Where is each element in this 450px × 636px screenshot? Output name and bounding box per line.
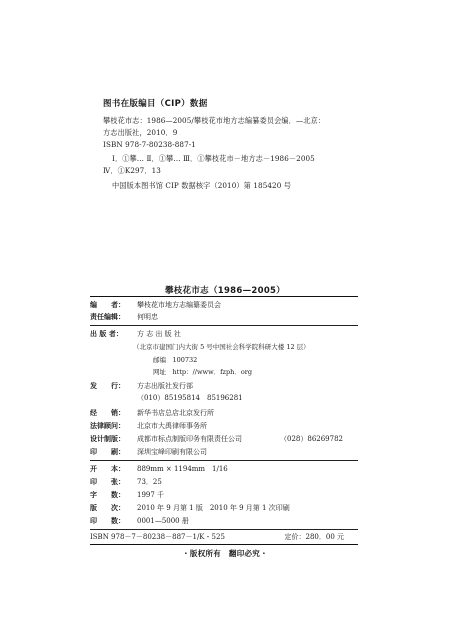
retail-label: 经 销： <box>90 409 125 417</box>
edition-row <box>90 502 358 514</box>
resp-editor-row <box>90 311 358 323</box>
editor-row <box>90 299 358 311</box>
publisher-value: 方 志 出 版 社 <box>137 330 181 338</box>
publisher-website: 网址 http：//www．fzph．org <box>153 368 253 376</box>
postcode-row <box>90 354 358 366</box>
isbn-price-row <box>90 531 358 543</box>
format-label: 开 本： <box>90 465 125 473</box>
copies-value: 0001—5000 册 <box>137 517 189 525</box>
specs-rule <box>90 529 358 530</box>
legal-row <box>90 420 358 432</box>
printer-value: 深圳宝峰印刷有限公司 <box>137 448 207 456</box>
design-label: 设计制版： <box>90 435 125 443</box>
sheets-value: 73．25 <box>137 478 162 486</box>
cip-record-number: 中国版本图书馆 CIP 数据核字（2010）第 185420 号 <box>112 181 292 190</box>
bottom-rule <box>90 544 358 545</box>
design-value: 成都市标点制版印务有限责任公司 <box>137 435 242 443</box>
distribution-label: 发 行： <box>90 382 125 390</box>
cip-subject-line: Ⅰ．①攀… Ⅱ．①攀… Ⅲ．①攀枝花市－地方志－1986－2005 <box>112 154 315 163</box>
cip-heading: 图书在版编目（CIP）数据 <box>103 99 208 109</box>
price: 定价：280．00 元 <box>284 533 344 541</box>
distribution-value: 方志出版社发行部 <box>137 382 193 390</box>
words-label: 字 数： <box>90 491 125 499</box>
title-rule <box>90 296 358 297</box>
cip-classification: Ⅳ．①K297．13 <box>103 166 161 175</box>
copyright-notice: ・版权所有 翻印必究・ <box>182 549 268 558</box>
editor-label: 编 者： <box>90 301 125 309</box>
print-row <box>90 446 358 458</box>
publisher-postcode: 邮编 100732 <box>153 356 198 364</box>
distribution-phone-row <box>90 392 358 404</box>
publisher-label: 出 版 者： <box>90 330 123 338</box>
distribution-phone: （010）85195814 85196281 <box>137 394 243 402</box>
sheets-row <box>90 476 358 488</box>
resp-editor-label: 责任编辑： <box>90 313 125 321</box>
isbn-line: ISBN 978－7－80238－887－1/K・525 <box>90 533 225 541</box>
design-phone: （028）86269782 <box>280 435 343 443</box>
credits-rule-2 <box>90 460 358 461</box>
print-label: 印 刷： <box>90 448 125 456</box>
legal-label: 法律顾问： <box>90 422 125 430</box>
book-title: 攀枝花市志（1986—2005） <box>164 286 286 296</box>
cip-publisher-line: 方志出版社，2010．9 <box>103 128 178 137</box>
distribution-row <box>90 380 358 392</box>
copies-row <box>90 515 358 527</box>
design-row <box>90 433 358 445</box>
words-value: 1997 千 <box>137 491 165 499</box>
format-row <box>90 463 358 475</box>
retail-row <box>90 407 358 419</box>
retail-value: 新华书店总店北京发行所 <box>137 409 214 417</box>
edition-value: 2010 年 9 月第 1 版 2010 年 9 月第 1 次印刷 <box>137 504 290 512</box>
website-row <box>90 366 358 378</box>
publisher-row <box>90 328 358 340</box>
editor-value: 攀枝花市地方志编纂委员会 <box>137 301 221 309</box>
credits-rule-1 <box>90 325 358 326</box>
copies-label: 印 数： <box>90 517 125 525</box>
resp-editor-value: 何明忠 <box>137 313 158 321</box>
address-row <box>90 341 358 353</box>
legal-value: 北京市大禹律师事务所 <box>137 422 207 430</box>
words-row <box>90 489 358 501</box>
sheets-label: 印 张： <box>90 478 125 486</box>
edition-label: 版 次： <box>90 504 125 512</box>
publisher-address: （北京市建国门内大街 5 号中国社会科学院科研大楼 12 层） <box>133 343 310 351</box>
cip-isbn: ISBN 978-7-80238-887-1 <box>103 140 196 149</box>
cip-bibliographic-line: 攀枝花市志：1986—2005/攀枝花市地方志编纂委员会编．—北京： <box>103 116 326 125</box>
format-value: 889mm × 1194mm 1/16 <box>137 465 228 473</box>
